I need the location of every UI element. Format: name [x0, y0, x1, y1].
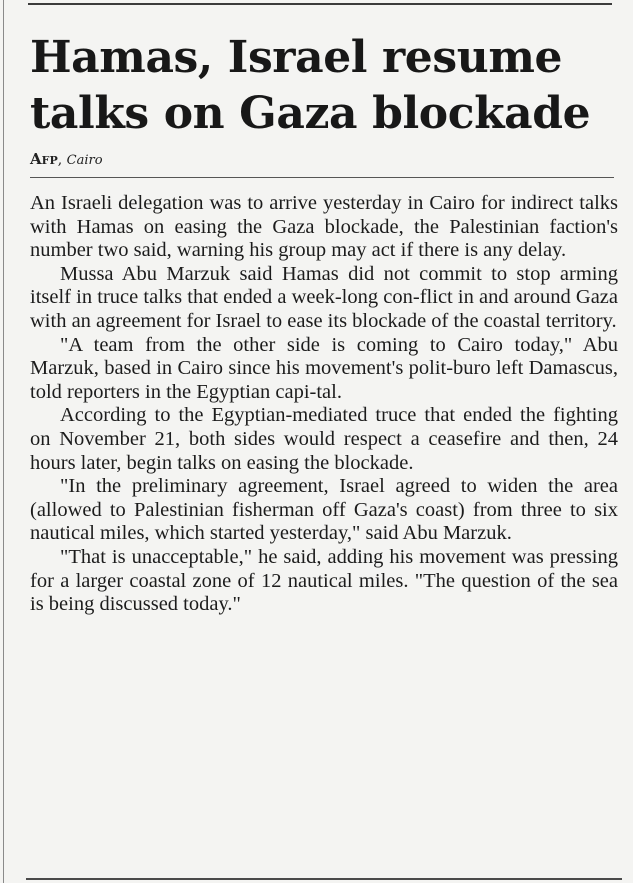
byline: [30, 150, 618, 170]
headline: Hamas, Israel resume talks on Gaza blockade: [30, 32, 591, 139]
left-border-line: [3, 0, 4, 883]
bottom-border-line: [26, 878, 622, 880]
paragraph: Mussa Abu Marzuk said Hamas did not commit to stop arming itself in truce talks that ended a week-long con-flict in and around Gaza with an agreement for Israel to ease its blockade of the coastal territory.: [30, 262, 618, 332]
top-border-line: [28, 3, 612, 5]
paragraph: "In the preliminary agreement, Israel agreed to widen the area (allowed to Palestinian fisherman off Gaza's coast) from three to six nautical miles, which started yesterday," said Abu Marzuk.: [30, 475, 618, 545]
article-body: [30, 192, 618, 617]
paragraph: According to the Egyptian-mediated truce that ended the fighting on November 21, both sides would respect a ceasefire and then, 24 hours later, begin talks on easing the blockade.: [30, 404, 618, 474]
paragraph: "That is unacceptable," he said, adding his movement was pressing for a larger coastal zone of 12 nautical miles. "The question of the sea is being discussed today.": [30, 545, 618, 616]
byline-agency: Afp: [30, 150, 58, 168]
byline-separator: ,: [57, 152, 67, 168]
paragraph: "A team from the other side is coming to Cairo today," Abu Marzuk, based in Cairo since his movement's polit-buro left Damascus, told reporters in the Egyptian capi-tal.: [30, 333, 618, 403]
byline-divider: [30, 177, 614, 178]
byline-place: Cairo: [66, 153, 103, 168]
article: [30, 30, 618, 617]
paragraph: An Israeli delegation was to arrive yesterday in Cairo for indirect talks with Hamas on easing the Gaza blockade, the Palestinian faction's number two said, warning his group may act if there is any delay.: [30, 192, 618, 262]
